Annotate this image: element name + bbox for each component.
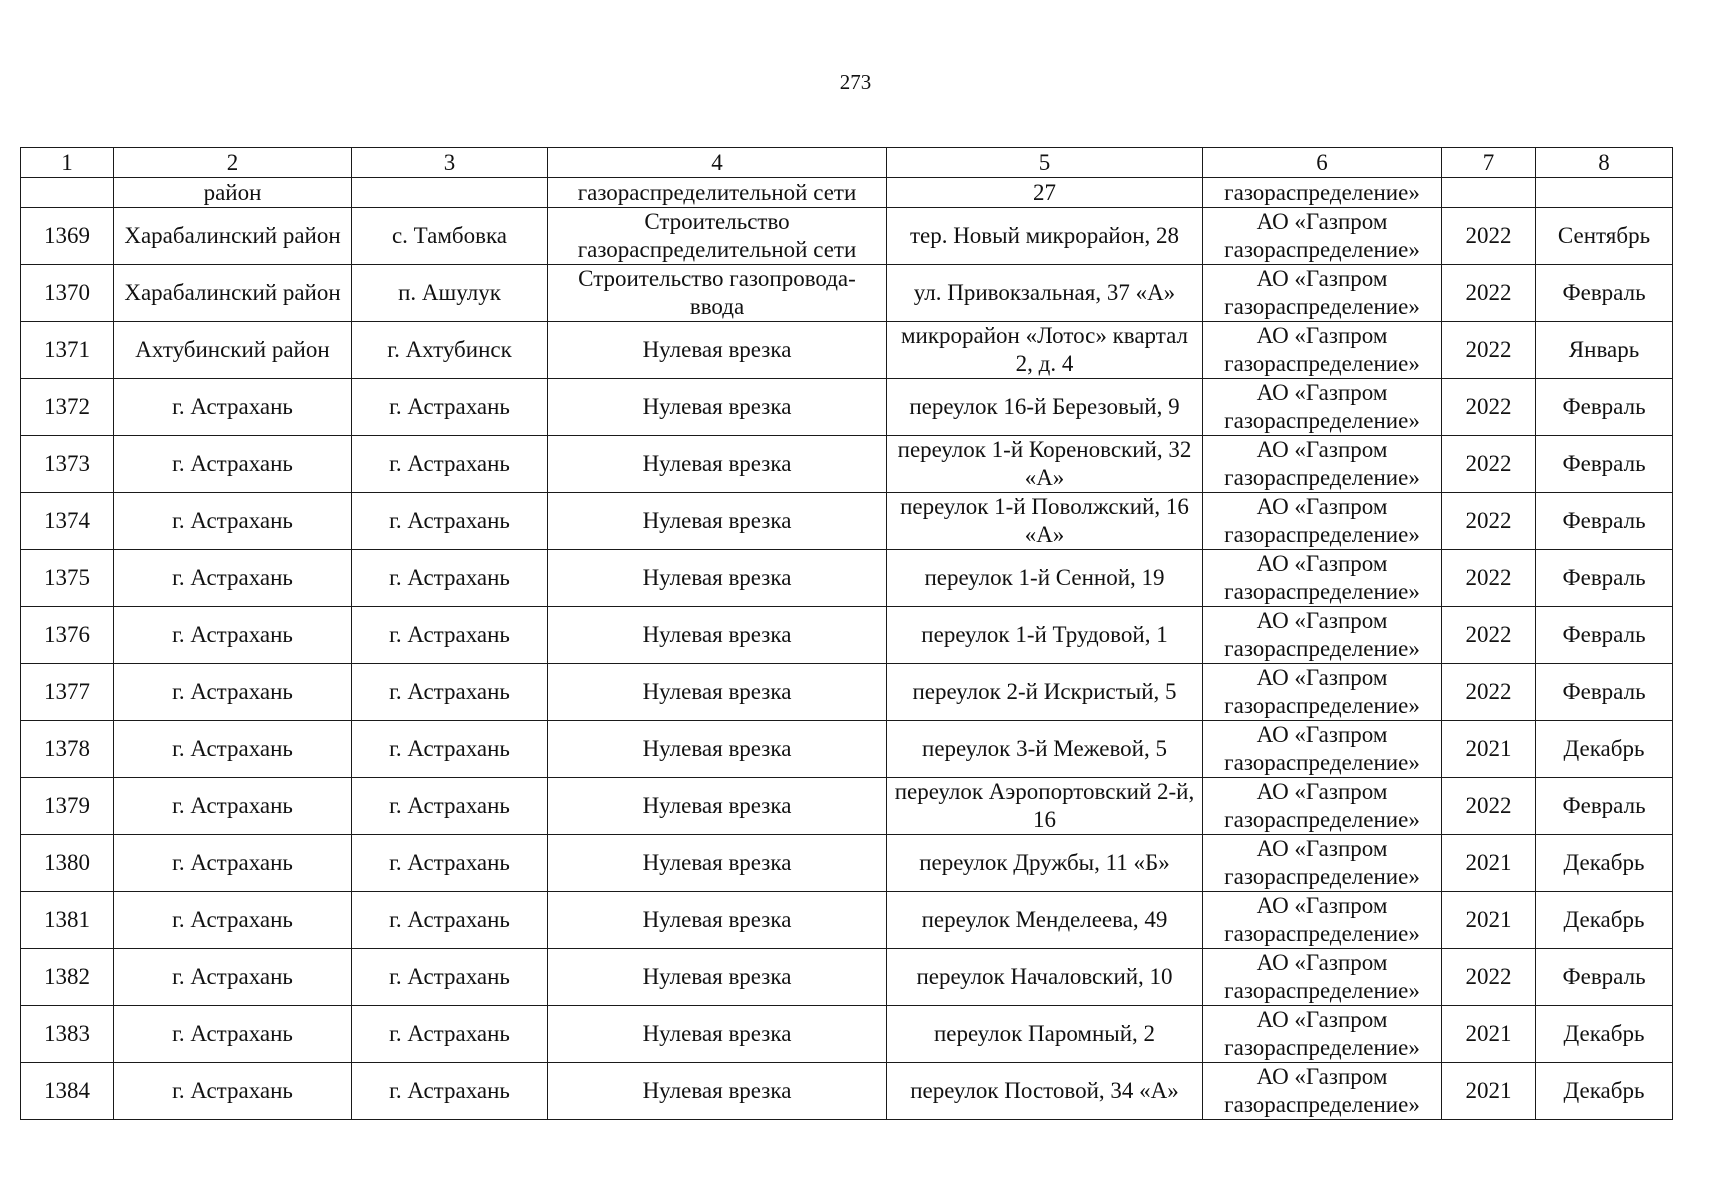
cell-month: Декабрь	[1536, 1006, 1673, 1063]
cell-settlement: г. Астрахань	[352, 892, 548, 949]
cell-district: г. Астрахань	[114, 1006, 352, 1063]
continuation-cell-district: район	[114, 178, 352, 208]
cell-number: 1372	[21, 379, 114, 436]
cell-number: 1379	[21, 778, 114, 835]
header-cell-7: 7	[1442, 148, 1536, 178]
cell-month: Декабрь	[1536, 892, 1673, 949]
header-cell-2: 2	[114, 148, 352, 178]
cell-address: переулок Началовский, 10	[887, 949, 1203, 1006]
cell-settlement: г. Астрахань	[352, 607, 548, 664]
cell-work-type: Нулевая врезка	[548, 778, 887, 835]
table-body	[21, 148, 1673, 1120]
cell-month: Сентябрь	[1536, 208, 1673, 265]
table-row	[21, 322, 1673, 379]
header-cell-1: 1	[21, 148, 114, 178]
table-row	[21, 1063, 1673, 1120]
cell-month: Декабрь	[1536, 1063, 1673, 1120]
cell-settlement: г. Астрахань	[352, 949, 548, 1006]
cell-work-type: Нулевая врезка	[548, 721, 887, 778]
cell-organization: АО «Газпром газораспределение»	[1203, 436, 1442, 493]
cell-year: 2022	[1442, 949, 1536, 1006]
cell-work-type: Нулевая врезка	[548, 664, 887, 721]
cell-organization: АО «Газпром газораспределение»	[1203, 664, 1442, 721]
cell-address: переулок 3-й Межевой, 5	[887, 721, 1203, 778]
cell-district: г. Астрахань	[114, 550, 352, 607]
cell-district: Харабалинский район	[114, 208, 352, 265]
table-row	[21, 664, 1673, 721]
cell-work-type: Нулевая врезка	[548, 835, 887, 892]
cell-district: г. Астрахань	[114, 379, 352, 436]
cell-organization: АО «Газпром газораспределение»	[1203, 550, 1442, 607]
cell-district: г. Астрахань	[114, 664, 352, 721]
schedule-table	[20, 147, 1673, 1120]
cell-work-type: Нулевая врезка	[548, 322, 887, 379]
table-row	[21, 892, 1673, 949]
cell-month: Декабрь	[1536, 721, 1673, 778]
cell-work-type: Нулевая врезка	[548, 607, 887, 664]
continuation-cell-number	[21, 178, 114, 208]
cell-address: переулок Паромный, 2	[887, 1006, 1203, 1063]
cell-district: г. Астрахань	[114, 949, 352, 1006]
cell-month: Февраль	[1536, 379, 1673, 436]
cell-year: 2022	[1442, 493, 1536, 550]
continuation-row	[21, 178, 1673, 208]
cell-settlement: г. Астрахань	[352, 664, 548, 721]
cell-month: Февраль	[1536, 664, 1673, 721]
cell-organization: АО «Газпром газораспределение»	[1203, 607, 1442, 664]
table-row	[21, 949, 1673, 1006]
table-row	[21, 265, 1673, 322]
cell-address: переулок 2-й Искристый, 5	[887, 664, 1203, 721]
cell-address: переулок 1-й Кореновский, 32 «А»	[887, 436, 1203, 493]
cell-district: г. Астрахань	[114, 892, 352, 949]
cell-settlement: г. Астрахань	[352, 835, 548, 892]
cell-year: 2022	[1442, 265, 1536, 322]
cell-work-type: Строительство газораспределительной сети	[548, 208, 887, 265]
table-row	[21, 607, 1673, 664]
cell-month: Февраль	[1536, 436, 1673, 493]
table-row	[21, 1006, 1673, 1063]
cell-year: 2022	[1442, 322, 1536, 379]
cell-number: 1371	[21, 322, 114, 379]
cell-organization: АО «Газпром газораспределение»	[1203, 778, 1442, 835]
header-cell-4: 4	[548, 148, 887, 178]
table-row	[21, 721, 1673, 778]
continuation-cell-address: 27	[887, 178, 1203, 208]
header-cell-6: 6	[1203, 148, 1442, 178]
cell-district: г. Астрахань	[114, 436, 352, 493]
cell-settlement: г. Астрахань	[352, 778, 548, 835]
cell-month: Декабрь	[1536, 835, 1673, 892]
header-cell-3: 3	[352, 148, 548, 178]
cell-district: г. Астрахань	[114, 778, 352, 835]
cell-year: 2022	[1442, 379, 1536, 436]
cell-work-type: Нулевая врезка	[548, 379, 887, 436]
cell-number: 1378	[21, 721, 114, 778]
cell-year: 2021	[1442, 835, 1536, 892]
cell-month: Февраль	[1536, 265, 1673, 322]
cell-year: 2022	[1442, 778, 1536, 835]
cell-settlement: г. Астрахань	[352, 1063, 548, 1120]
cell-settlement: г. Астрахань	[352, 1006, 548, 1063]
cell-settlement: г. Астрахань	[352, 436, 548, 493]
cell-work-type: Строительство газопровода-ввода	[548, 265, 887, 322]
cell-year: 2022	[1442, 550, 1536, 607]
cell-organization: АО «Газпром газораспределение»	[1203, 949, 1442, 1006]
cell-settlement: с. Тамбовка	[352, 208, 548, 265]
cell-address: переулок 16-й Березовый, 9	[887, 379, 1203, 436]
cell-number: 1384	[21, 1063, 114, 1120]
page-number: 273	[839, 70, 872, 94]
cell-address: переулок 1-й Поволжский, 16 «А»	[887, 493, 1203, 550]
cell-district: г. Астрахань	[114, 835, 352, 892]
cell-address: микрорайон «Лотос» квартал 2, д. 4	[887, 322, 1203, 379]
cell-address: ул. Привокзальная, 37 «А»	[887, 265, 1203, 322]
cell-number: 1375	[21, 550, 114, 607]
cell-year: 2022	[1442, 664, 1536, 721]
cell-organization: АО «Газпром газораспределение»	[1203, 322, 1442, 379]
cell-number: 1380	[21, 835, 114, 892]
cell-number: 1376	[21, 607, 114, 664]
table-row	[21, 778, 1673, 835]
cell-address: переулок 1-й Сенной, 19	[887, 550, 1203, 607]
cell-work-type: Нулевая врезка	[548, 436, 887, 493]
cell-organization: АО «Газпром газораспределение»	[1203, 379, 1442, 436]
cell-address: переулок Постовой, 34 «А»	[887, 1063, 1203, 1120]
cell-district: г. Астрахань	[114, 493, 352, 550]
cell-district: г. Астрахань	[114, 1063, 352, 1120]
cell-year: 2021	[1442, 1006, 1536, 1063]
cell-organization: АО «Газпром газораспределение»	[1203, 1063, 1442, 1120]
cell-settlement: г. Астрахань	[352, 493, 548, 550]
cell-number: 1382	[21, 949, 114, 1006]
cell-month: Февраль	[1536, 607, 1673, 664]
table-row	[21, 208, 1673, 265]
continuation-cell-month	[1536, 178, 1673, 208]
cell-work-type: Нулевая врезка	[548, 550, 887, 607]
continuation-cell-settlement	[352, 178, 548, 208]
header-row	[21, 148, 1673, 178]
continuation-cell-year	[1442, 178, 1536, 208]
cell-year: 2022	[1442, 208, 1536, 265]
cell-address: переулок Аэропортовский 2-й, 16	[887, 778, 1203, 835]
cell-year: 2022	[1442, 607, 1536, 664]
cell-address: тер. Новый микрорайон, 28	[887, 208, 1203, 265]
cell-work-type: Нулевая врезка	[548, 1063, 887, 1120]
cell-organization: АО «Газпром газораспределение»	[1203, 721, 1442, 778]
cell-work-type: Нулевая врезка	[548, 949, 887, 1006]
cell-district: г. Астрахань	[114, 607, 352, 664]
cell-settlement: п. Ашулук	[352, 265, 548, 322]
cell-month: Февраль	[1536, 550, 1673, 607]
cell-number: 1377	[21, 664, 114, 721]
cell-work-type: Нулевая врезка	[548, 493, 887, 550]
table-row	[21, 493, 1673, 550]
cell-work-type: Нулевая врезка	[548, 892, 887, 949]
header-cell-8: 8	[1536, 148, 1673, 178]
cell-organization: АО «Газпром газораспределение»	[1203, 1006, 1442, 1063]
cell-district: Харабалинский район	[114, 265, 352, 322]
cell-district: Ахтубинский район	[114, 322, 352, 379]
cell-organization: АО «Газпром газораспределение»	[1203, 493, 1442, 550]
cell-month: Январь	[1536, 322, 1673, 379]
cell-number: 1374	[21, 493, 114, 550]
table-row	[21, 835, 1673, 892]
cell-year: 2021	[1442, 1063, 1536, 1120]
cell-number: 1370	[21, 265, 114, 322]
continuation-cell-organization: газораспределение»	[1203, 178, 1442, 208]
cell-number: 1381	[21, 892, 114, 949]
cell-year: 2021	[1442, 892, 1536, 949]
header-cell-5: 5	[887, 148, 1203, 178]
cell-organization: АО «Газпром газораспределение»	[1203, 835, 1442, 892]
cell-organization: АО «Газпром газораспределение»	[1203, 265, 1442, 322]
cell-settlement: г. Ахтубинск	[352, 322, 548, 379]
table-row	[21, 436, 1673, 493]
cell-address: переулок Менделеева, 49	[887, 892, 1203, 949]
table-row	[21, 550, 1673, 607]
cell-number: 1373	[21, 436, 114, 493]
cell-settlement: г. Астрахань	[352, 721, 548, 778]
cell-work-type: Нулевая врезка	[548, 1006, 887, 1063]
cell-organization: АО «Газпром газораспределение»	[1203, 892, 1442, 949]
cell-settlement: г. Астрахань	[352, 550, 548, 607]
cell-month: Февраль	[1536, 778, 1673, 835]
cell-month: Февраль	[1536, 949, 1673, 1006]
cell-number: 1383	[21, 1006, 114, 1063]
cell-number: 1369	[21, 208, 114, 265]
cell-address: переулок 1-й Трудовой, 1	[887, 607, 1203, 664]
cell-year: 2022	[1442, 436, 1536, 493]
table-row	[21, 379, 1673, 436]
cell-district: г. Астрахань	[114, 721, 352, 778]
cell-organization: АО «Газпром газораспределение»	[1203, 208, 1442, 265]
cell-address: переулок Дружбы, 11 «Б»	[887, 835, 1203, 892]
cell-month: Февраль	[1536, 493, 1673, 550]
cell-year: 2021	[1442, 721, 1536, 778]
cell-settlement: г. Астрахань	[352, 379, 548, 436]
continuation-cell-work-type: газораспределительной сети	[548, 178, 887, 208]
